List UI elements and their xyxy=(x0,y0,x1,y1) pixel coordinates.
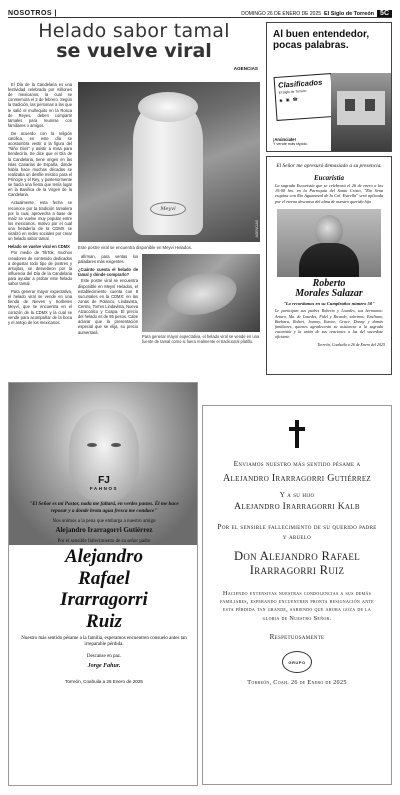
deceased-name-4: Ruiz xyxy=(86,610,122,632)
friend-name: Alejandro Irarragorri Gutiérrez xyxy=(55,525,153,534)
paragraph: Por medio de TikTok, muchos creadores de contenido dedicados a degustar todo tipo de postres y antojitos, se desvelaron por la influencia del Día de la Candelaria para ayudar a probar este helado sabor tamal. xyxy=(8,250,72,287)
ad-bottom-text xyxy=(273,137,329,147)
headline-line2 xyxy=(8,39,260,62)
ad-tag xyxy=(274,73,335,121)
byline: AGENCIAS xyxy=(233,65,258,71)
condolence-reason: Por el sensible fallecimiento de su querido padre y abuelo xyxy=(217,522,377,541)
subheading: ¿Cuánto cuesta el helado de tamal y dónde comprarlo? xyxy=(78,267,138,278)
portrait-body xyxy=(299,243,359,277)
respectfully: Respetuosamente xyxy=(269,633,325,642)
newspaper-brand: El Siglo de Torreón xyxy=(324,10,375,17)
group-seal xyxy=(282,651,312,673)
person-first-name: Roberto xyxy=(312,278,346,290)
ice-cream-top xyxy=(138,92,198,122)
logo-name: FAHNOS xyxy=(89,486,119,491)
notice-heading: Eucaristía xyxy=(314,173,344,182)
obituary-left xyxy=(8,382,198,786)
notice-quote: "Lo recordamos en su Cumpleaños número 50" xyxy=(283,300,375,306)
notice-text-2: Le participan sus padres Roberto y Lourdes, sus hermanos: Arturo, Ma. de Lourdes, Fidel y Ricardo, sobrinos: Emiliano, Barbara, Robert, Joanny, Eunice, Grace, Danny y demás familiares, quienes agradecerán su asistencia a la sagrada eucaristía y la unión de sus oraciones a las del sacerdote oficiante. xyxy=(275,308,383,339)
tamal-photo xyxy=(142,254,260,332)
recipient-name-2: Alejandro Irarragorri Kalb xyxy=(234,501,360,513)
condolence-reason: Por el sensible fallecimiento de su señor padre xyxy=(57,538,151,544)
notice-date: Torreón, Coahuila a 26 de Enero del 2025 xyxy=(317,342,385,348)
ice-cream-photo xyxy=(78,82,260,242)
ad-title: Al buen entendedor, pocas palabras. xyxy=(273,29,370,51)
deceased-name: Don Alejandro Rafael Irarragorri Ruiz xyxy=(233,548,361,578)
notice-text: La sagrada Eucaristía que se celebrará el 26 de enero a las 19:00 hrs. en la Parroquia del Santo Cristo, "Río Sena esquina con Río Aguanaval de la Col. Estrella" será aplicada por el eterno descanso del alma de nuestro querido hijo xyxy=(275,182,383,204)
ad-tagline: Y vende más rápido. xyxy=(273,142,308,147)
photo-caption-2: Para generar mayor expectativa, el helado viral se vende en una fuente de tamal como si fuera realmente el tradicional platillo. xyxy=(142,334,260,345)
page-number: 5C xyxy=(377,10,392,17)
ad-call-to-action: ¡Anúnciate! xyxy=(273,137,297,143)
obituary-left-content xyxy=(19,501,189,685)
section-name: NOSOTROS | xyxy=(8,10,57,17)
condolence-intro: Nos unimos a la pena que embarga a nuestro amigo xyxy=(52,519,156,524)
paragraph: Este postre viral se encuentra disponible en Meyví Helados, el establecimiento cuenta con 8 sucursales en la CDMX: en las zonas de Polanco, Lindavista, Centro, Torres Lindavista, Nueva Atzacoalco y Coapa. El precio del helado es de 55 pesos. Cabe aclarar que la presentación especial que se elija, su precio aumentará. xyxy=(78,278,138,335)
seal-text: GRUPO xyxy=(288,659,306,665)
page-header xyxy=(8,6,392,18)
issue-date: DOMINGO 26 DE ENERO DE 2025 xyxy=(241,10,322,17)
condolence-text: Nuestro más sentido pésame a la familia, esperamos encuentren consuelo antes tan irreparable pérdida. xyxy=(21,635,187,648)
company-logo xyxy=(87,475,121,491)
photo-credit: AGENCIAS xyxy=(255,220,259,238)
ad-brand-sub: El Siglo de Torreón xyxy=(278,88,307,95)
column-2 xyxy=(78,254,138,375)
deceased-name-1: Alejandro xyxy=(64,546,144,568)
headline-line1: Helado sabor tamal xyxy=(38,22,230,42)
place-date: Torreón, Coahuila a 26 Enero de 2025 xyxy=(65,679,143,685)
condolence-intro: Enviamos nuestro más sentido pésame a xyxy=(233,459,361,468)
paragraph: El Día de la Candelaria es una festividad celebrada por millones de mexicanos, la cual se conmemora el 2 de febrero. Según la tradición, las personas a las que le salió el muñequito en la Rosca de Reyes, deben compartir tamales para reunirse con familiares o amigos. xyxy=(8,82,72,128)
column-1 xyxy=(8,82,72,375)
recipient-name-1: Alejandro Irarragorri Gutiérrez xyxy=(223,472,371,484)
place-date: Torreón, Coah. 26 de Enero de 2025 xyxy=(247,679,347,687)
remembrance-notice xyxy=(266,156,392,375)
headline-line2-bold: vuelve viral xyxy=(87,39,212,62)
article xyxy=(8,22,260,375)
cup-brand-label: Meyví xyxy=(150,202,186,216)
tamal-shape xyxy=(164,267,241,321)
paragraph: afirman, para ventas los paladares más exigentes. xyxy=(78,254,138,265)
ad-brand: Clasificados xyxy=(277,77,323,90)
logo-mark: FJ xyxy=(98,475,110,486)
condolence-text: Haciendo extensivas nuestras condolencias a sus demás familiares, esperando encuentren pronta resignación ante esta pérdida tan grande, sabiendo que ahora goza de la gloria de Nuestro Señor. xyxy=(220,589,374,622)
subheading: Helado se vuelve viral en CDMX xyxy=(8,244,70,250)
deceased-name-3: Irarragorri xyxy=(60,589,148,611)
contact-icons: ◉ ▣ ☎ xyxy=(278,96,299,103)
deceased-name-2: Rafael xyxy=(78,567,130,589)
psalm-quote: "El Señor es mi Pastor, nada me faltará, en verdes pastos. Él me hace reposar y a donde brota agua fresca me conduce" xyxy=(29,501,179,514)
rest-in-peace: Descanse en paz. xyxy=(86,653,122,659)
person-surname: Morales Salazar xyxy=(295,288,363,300)
photo-caption: Este postre viral se encuentra disponible en Meyvi Helados. xyxy=(78,245,192,250)
obituary-right xyxy=(202,405,392,785)
header-right xyxy=(241,10,392,17)
notice-intro: El Señor me apresuró demasiado a su presencia. xyxy=(276,163,382,169)
house-photo xyxy=(331,73,391,151)
paragraph: Para generar mayor expectativa, el helado viral se vende en una tienda de Nieves y Sorbetes Meyví, que se encuentra en el corazón de la CDMX y la cual se vende para acompañar de la boca y el antojo de los mexicanos. xyxy=(8,289,72,325)
classifieds-ad[interactable] xyxy=(266,22,392,152)
headline-line2-pre: se xyxy=(56,39,87,62)
paragraph: Actualmente, esta fecha se reconoce por la tradición tamalera por lo cual, aprovecha a base de maíz se vuelve muy popular entre los mexicanos, motivo por el cual una heladería de la CDMX se viralizó en redes sociales por crear un helado sabor tamal. xyxy=(8,200,72,242)
portrait-photo xyxy=(277,209,381,277)
and-son: Y a su hijo xyxy=(279,490,315,500)
paragraph: De acuerdo con la religión católica, en este día se acostumbra vestir a la figura del "Niño Dios" y asistir a misa para bendecirla. Se dice que el Día de la Candelaria, tiene origen en las Islas Canarias de España, donde había hace muchas décadas se realizaba un desfile místico para el Príncipe y el Rey, y posteriormente se hacía una fiesta que tenía lugar en la Basílica de la Virgen de la Candelaria. xyxy=(8,130,72,198)
article-headline xyxy=(8,22,260,62)
article-body xyxy=(8,82,260,375)
signature: Jorge Fahur. xyxy=(87,663,121,670)
cross-icon xyxy=(285,420,309,448)
